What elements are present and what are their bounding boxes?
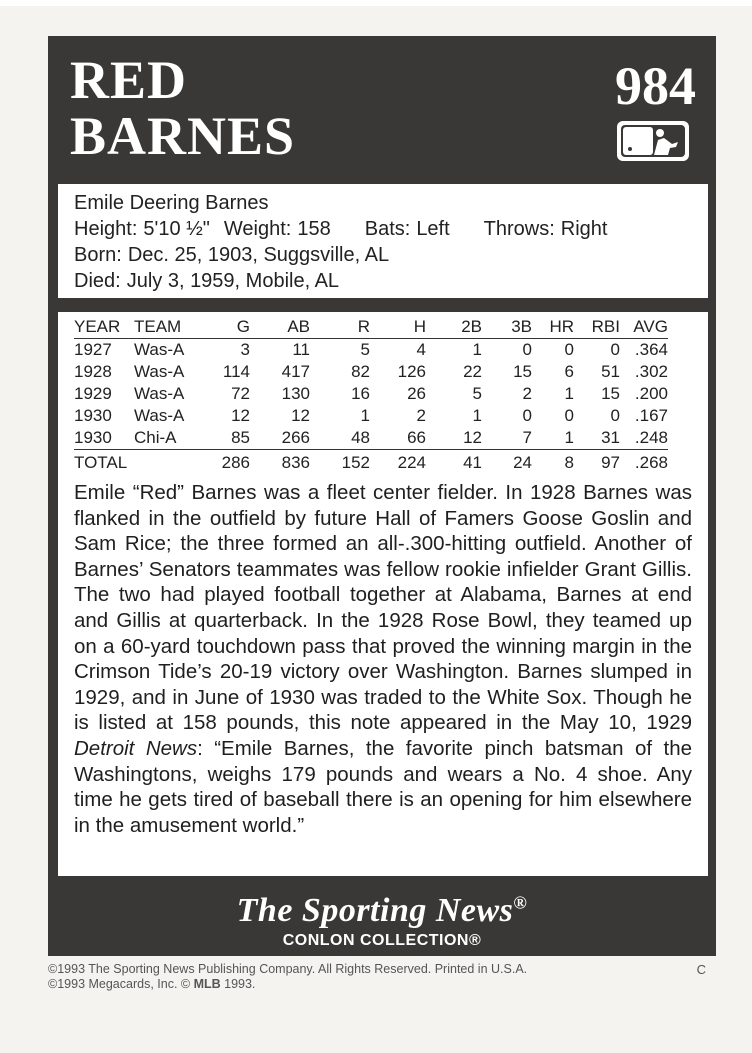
biography-part-1: Emile “Red” Barnes was a fleet center fielder. In 1928 Barnes was flanked in the outfield by future Hall of Famers Goose Goslin and Sam Rice; the three formed an all-.300-hitting outfield. Another of Barnes’ Senators teammates was fellow rookie infielder Grant Gillis. The two had played football together at Alabama, Barnes at end and Gillis at quarterback. In the 1928 Rose Bowl, they teamed up on a 60-yard touchdown pass that proved the winning margin in the Crimson Tide’s 20-19 victory over Washington. Barnes slumped in 1929, and in June of 1930 was traded to the White Sox. Though he is listed at 158 pounds, this note appeared in the May 10, 1929 bbox=[74, 481, 692, 735]
stat-cell: 3 bbox=[240, 340, 250, 359]
sporting-news-logo bbox=[48, 892, 716, 930]
card-top-edge bbox=[0, 0, 752, 6]
legal-line-2-prefix: ©1993 Megacards, Inc. © bbox=[48, 977, 194, 991]
stat-cell: 4 bbox=[416, 340, 426, 359]
stat-cell: Was-A bbox=[134, 340, 185, 359]
table-row bbox=[74, 427, 668, 450]
table-row bbox=[74, 339, 668, 362]
col-header: AB bbox=[250, 316, 310, 339]
card-letter: C bbox=[696, 962, 706, 977]
stat-cell: 0 bbox=[610, 406, 620, 425]
col-header: 3B bbox=[482, 316, 532, 339]
stat-cell: 1930 bbox=[74, 428, 112, 447]
total-label: TOTAL bbox=[74, 450, 206, 475]
player-last-name: BARNES bbox=[70, 106, 296, 166]
stat-cell: 48 bbox=[351, 428, 370, 447]
total-cell: .268 bbox=[620, 450, 668, 475]
player-first-name: RED bbox=[70, 50, 188, 110]
weight-value: 158 bbox=[297, 218, 331, 240]
stat-cell: 7 bbox=[522, 428, 532, 447]
stat-cell: 6 bbox=[564, 362, 574, 381]
card-number: 984 bbox=[615, 56, 696, 116]
total-cell: 24 bbox=[482, 450, 532, 475]
stat-cell: 1 bbox=[472, 406, 482, 425]
stat-cell: 0 bbox=[610, 340, 620, 359]
stat-cell: 22 bbox=[463, 362, 482, 381]
card-header bbox=[48, 36, 716, 186]
totals-row bbox=[74, 450, 668, 475]
col-header: TEAM bbox=[134, 316, 206, 339]
card-panel bbox=[48, 36, 716, 956]
stat-cell: 0 bbox=[564, 406, 574, 425]
col-header: HR bbox=[532, 316, 574, 339]
card-footer bbox=[48, 886, 716, 956]
legal-line-2 bbox=[48, 977, 716, 992]
stat-cell: 12 bbox=[231, 406, 250, 425]
mlb-logo-icon bbox=[616, 120, 690, 162]
stat-cell: 1 bbox=[472, 340, 482, 359]
biography-text bbox=[74, 480, 692, 838]
bats-value: Left bbox=[416, 218, 450, 240]
stat-cell: 1927 bbox=[74, 340, 112, 359]
stat-cell: Was-A bbox=[134, 362, 185, 381]
born-label: Born: bbox=[74, 244, 122, 266]
stat-cell: 1 bbox=[564, 384, 574, 403]
total-cell: 286 bbox=[206, 450, 250, 475]
stat-cell: 5 bbox=[472, 384, 482, 403]
stat-cell: .248 bbox=[634, 428, 668, 447]
stat-cell: .302 bbox=[634, 362, 668, 381]
stat-cell: .200 bbox=[634, 384, 668, 403]
total-cell: 836 bbox=[250, 450, 310, 475]
stat-cell: 114 bbox=[222, 362, 250, 381]
stat-cell: .364 bbox=[634, 340, 668, 359]
stat-cell: Was-A bbox=[134, 384, 185, 403]
died-label: Died: bbox=[74, 270, 121, 292]
bio-full-name: Emile Deering Barnes bbox=[74, 192, 269, 214]
stat-cell: Chi-A bbox=[134, 428, 177, 447]
bio-measurements bbox=[74, 216, 692, 242]
stat-cell: 11 bbox=[292, 340, 310, 359]
stat-cell: 0 bbox=[522, 340, 532, 359]
player-name bbox=[70, 52, 295, 164]
stats-header-row bbox=[74, 316, 668, 339]
stat-cell: 66 bbox=[407, 428, 426, 447]
col-header: H bbox=[370, 316, 426, 339]
table-row bbox=[74, 361, 668, 383]
stat-cell: 1929 bbox=[74, 384, 112, 403]
career-stats-table bbox=[74, 316, 668, 474]
stat-cell: 126 bbox=[397, 362, 426, 381]
stat-cell: 1 bbox=[564, 428, 574, 447]
total-cell: 8 bbox=[532, 450, 574, 475]
throws-value: Right bbox=[560, 218, 608, 240]
stat-cell: 130 bbox=[281, 384, 310, 403]
stat-cell: 12 bbox=[291, 406, 310, 425]
legal-line-2-suffix: 1993. bbox=[220, 977, 256, 991]
stat-cell: 0 bbox=[522, 406, 532, 425]
stat-cell: 85 bbox=[231, 428, 250, 447]
col-header: AVG bbox=[620, 316, 668, 339]
stat-cell: 1930 bbox=[74, 406, 112, 425]
stat-cell: 16 bbox=[351, 384, 370, 403]
collection-registered-mark: ® bbox=[468, 932, 482, 949]
stat-cell: 15 bbox=[513, 362, 532, 381]
stat-cell: 12 bbox=[463, 428, 482, 447]
stat-cell: 0 bbox=[564, 340, 574, 359]
bio-died bbox=[74, 268, 692, 294]
weight-label: Weight: bbox=[223, 218, 292, 240]
stat-cell: 1 bbox=[360, 406, 370, 425]
col-header: RBI bbox=[574, 316, 620, 339]
total-cell: 41 bbox=[426, 450, 482, 475]
col-header: R bbox=[310, 316, 370, 339]
collection-label: CONLON COLLECTION bbox=[282, 932, 469, 949]
stat-cell: 72 bbox=[231, 384, 250, 403]
stat-cell: .167 bbox=[634, 406, 668, 425]
stats-box bbox=[58, 312, 708, 876]
stat-cell: 266 bbox=[281, 428, 310, 447]
collection-name bbox=[48, 932, 716, 950]
stat-cell: 26 bbox=[407, 384, 426, 403]
stat-cell: Was-A bbox=[134, 406, 185, 425]
stat-cell: 51 bbox=[601, 362, 620, 381]
bats-label: Bats: bbox=[364, 218, 411, 240]
died-value: July 3, 1959, Mobile, AL bbox=[126, 270, 340, 292]
brand-name: The Sporting News bbox=[236, 892, 514, 929]
total-cell: 224 bbox=[370, 450, 426, 475]
table-row bbox=[74, 405, 668, 427]
stat-cell: 15 bbox=[601, 384, 620, 403]
stat-cell: 2 bbox=[522, 384, 532, 403]
col-header: YEAR bbox=[74, 316, 134, 339]
publication-name: Detroit News bbox=[74, 736, 198, 760]
stat-cell: 417 bbox=[281, 362, 310, 381]
bio-box bbox=[58, 184, 708, 298]
registered-mark: ® bbox=[513, 892, 528, 913]
biography-part-2: : “Emile Barnes, the favorite pinch batsman of the Washingtons, weighs 179 pounds and wears a No. 4 shoe. Any time he gets tired of baseball there is an opening for him elsewhere in the amusement world.” bbox=[74, 736, 693, 837]
stat-cell: 31 bbox=[601, 428, 620, 447]
col-header: 2B bbox=[426, 316, 482, 339]
height-label: Height: bbox=[74, 218, 138, 240]
born-value: Dec. 25, 1903, Suggsville, AL bbox=[127, 244, 390, 266]
mlb-mark: MLB bbox=[193, 977, 221, 991]
throws-label: Throws: bbox=[483, 218, 555, 240]
legal-line-1: ©1993 The Sporting News Publishing Company. All Rights Reserved. Printed in U.S.A. bbox=[48, 962, 528, 976]
table-row bbox=[74, 383, 668, 405]
total-cell: 97 bbox=[574, 450, 620, 475]
bio-born bbox=[74, 242, 692, 268]
col-header: G bbox=[206, 316, 250, 339]
stat-cell: 1928 bbox=[74, 362, 112, 381]
total-cell: 152 bbox=[310, 450, 370, 475]
stat-cell: 82 bbox=[351, 362, 370, 381]
stat-cell: 5 bbox=[360, 340, 370, 359]
legal-notice bbox=[48, 962, 716, 992]
stat-cell: 2 bbox=[416, 406, 426, 425]
height-value: 5'10 ½" bbox=[143, 218, 210, 240]
